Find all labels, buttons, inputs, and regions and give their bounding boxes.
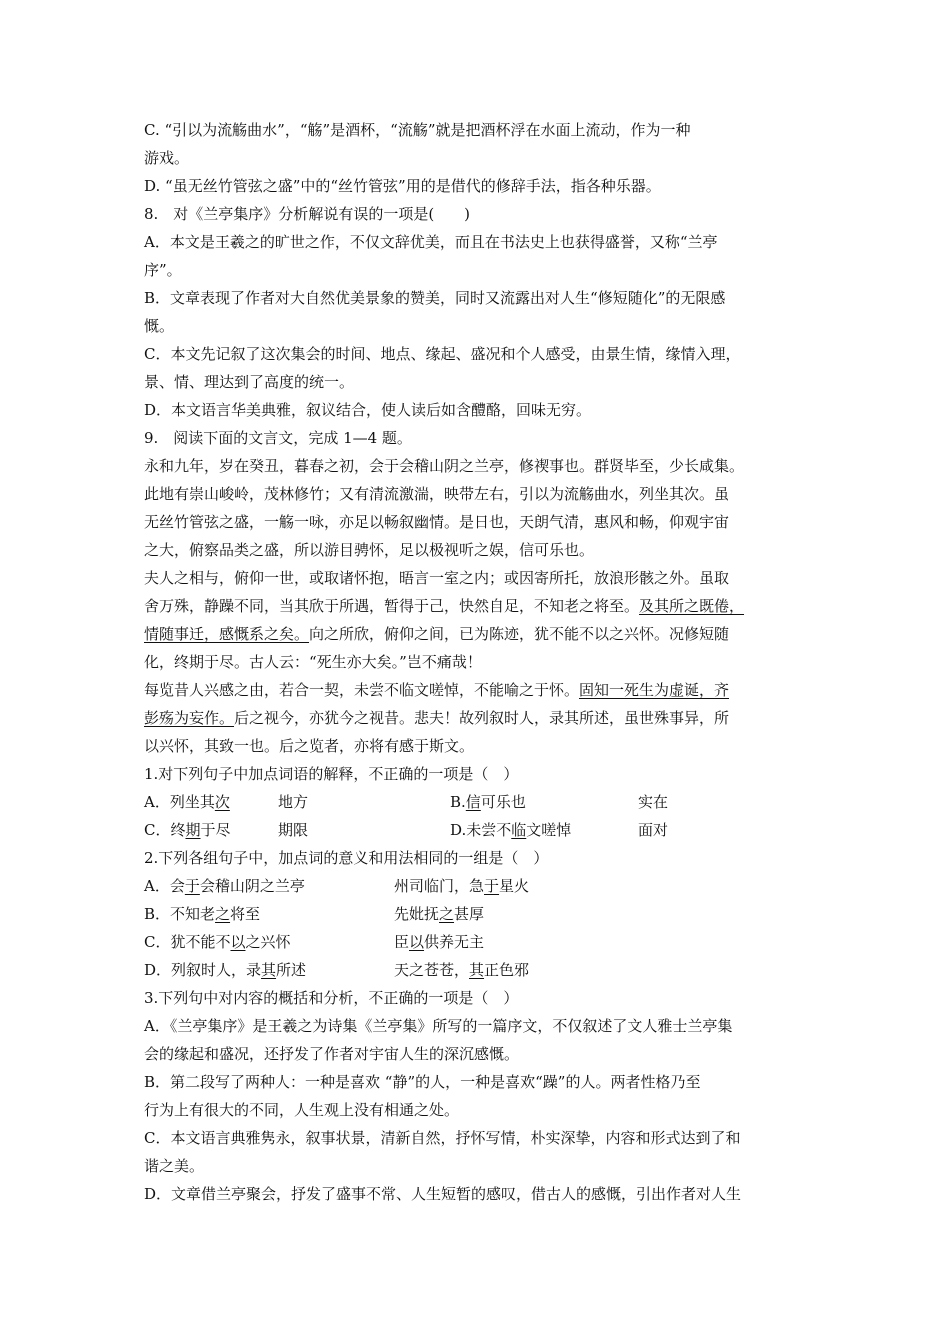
passage-p1-line4: 之大，俯察品类之盛，所以游目骋怀，足以极视听之娱，信可乐也。 <box>144 541 595 559</box>
option-definition: 期限 <box>278 821 309 839</box>
q8-option-a-line2: 序”。 <box>144 261 182 279</box>
q7-option-c-line2: 游戏。 <box>144 149 190 167</box>
sub3-option-a-line2: 会的缘起和盛况，还抒发了作者对宇宙人生的深沉感慨。 <box>144 1045 520 1063</box>
option-sentence: C．终期于尽 <box>144 821 231 839</box>
sub1-row <box>144 788 824 816</box>
passage-p2-line2 <box>144 592 824 620</box>
pair-sentence-b: 州司临门，急于星火 <box>394 877 530 895</box>
q7-option-c-line1: C. “引以为流觞曲水”，“觞”是酒杯，“流觞”就是把酒杯浮在水面上流动，作为一种 <box>144 121 691 139</box>
passage-p2-line4: 化，终期于尽。古人云：“死生亦大矣。”岂不痛哉！ <box>144 653 482 671</box>
passage-text: 后之视今，亦犹今之视昔。悲夫！故列叙时人，录其所述，虽世殊事异，所 <box>234 709 730 727</box>
passage-p2-line1: 夫人之相与，俯仰一世，或取诸怀抱，晤言一室之内；或因寄所托，放浪形骸之外。虽取 <box>144 569 730 587</box>
sub3-option-b-line2: 行为上有很大的不同，人生观上没有相通之处。 <box>144 1101 460 1119</box>
option-definition: 实在 <box>638 793 669 811</box>
q8-option-d: D．本文语言华美典雅，叙议结合，使人读后如含醴酪，回味无穷。 <box>144 401 592 419</box>
q8-option-a-line1: A．本文是王羲之的旷世之作，不仅文辞优美，而且在书法史上也获得盛誉，又称“兰亭 <box>144 233 718 251</box>
q7-option-d: D. “虽无丝竹管弦之盛”中的“丝竹管弦”用的是借代的修辞手法，指各种乐器。 <box>144 177 661 195</box>
sub2-row <box>144 900 824 928</box>
sub3-stem: 3.下列句中对内容的概括和分析，不正确的一项是（ ） <box>144 989 519 1007</box>
option-sentence: B.信可乐也 <box>450 793 526 811</box>
pair-sentence-b: 臣以供养无主 <box>394 933 485 951</box>
sub3-option-d-line1: D．文章借兰亭聚会，抒发了盛事不常、人生短暂的感叹，借古人的感慨，引出作者对人生 <box>144 1185 742 1203</box>
option-definition: 地方 <box>278 793 309 811</box>
sub3-option-c-line2: 谐之美。 <box>144 1157 205 1175</box>
passage-p3-line2 <box>144 704 824 732</box>
q8-option-b-line1: B．文章表现了作者对大自然优美景象的赞美，同时又流露出对人生“修短随化”的无限感 <box>144 289 726 307</box>
passage-p3-line3: 以兴怀，其致一也。后之览者，亦将有感于斯文。 <box>144 737 475 755</box>
underlined-sentence: 及其所之既倦， <box>639 597 745 615</box>
pair-sentence-a: C．犹不能不以之兴怀 <box>144 933 291 951</box>
option-sentence: A．列坐其次 <box>144 793 230 811</box>
pair-sentence-b: 先妣抚之甚厚 <box>394 905 485 923</box>
sub2-row <box>144 872 824 900</box>
q9-stem: 9. 阅读下面的文言文，完成 1—4 题。 <box>144 429 412 447</box>
passage-p1-line3: 无丝竹管弦之盛，一觞一咏，亦足以畅叙幽情。是日也，天朗气清，惠风和畅，仰观宇宙 <box>144 513 730 531</box>
sub3-option-c-line1: C．本文语言典雅隽永，叙事状景，清新自然，抒怀写情，朴实深挚，内容和形式达到了和 <box>144 1129 741 1147</box>
sub2-stem: 2.下列各组句子中，加点词的意义和用法相同的一组是（ ） <box>144 849 549 867</box>
passage-p2-line3 <box>144 620 824 648</box>
sub2-row <box>144 928 824 956</box>
sub1-row <box>144 816 824 844</box>
pair-sentence-b: 天之苍苍，其正色邪 <box>394 961 530 979</box>
option-sentence: D.未尝不临文嗟悼 <box>450 821 572 839</box>
sub2-row <box>144 956 824 984</box>
passage-p1-line2: 此地有崇山峻岭，茂林修竹；又有清流激湍，映带左右，引以为流觞曲水，列坐其次。虽 <box>144 485 730 503</box>
sub3-option-b-line1: B．第二段写了两种人：一种是喜欢 “静”的人，一种是喜欢“躁”的人。两者性格乃至 <box>144 1073 701 1091</box>
passage-text: 向之所欣，俯仰之间，已为陈迹，犹不能不以之兴怀。况修短随 <box>309 625 730 643</box>
passage-text: 每览昔人兴感之由，若合一契，未尝不临文嗟悼，不能喻之于怀。 <box>144 681 580 699</box>
underlined-sentence: 彭殇为妄作。 <box>144 709 235 727</box>
document-page <box>144 116 824 1208</box>
option-definition: 面对 <box>638 821 669 839</box>
underlined-sentence: 固知一死生为虚诞，齐 <box>579 681 730 699</box>
q8-stem: 8. 对《兰亭集序》分析解说有误的一项是( ) <box>144 205 471 223</box>
passage-p1-line1: 永和九年，岁在癸丑，暮春之初，会于会稽山阴之兰亭，修禊事也。群贤毕至，少长咸集。 <box>144 457 745 475</box>
pair-sentence-a: D．列叙时人，录其所述 <box>144 961 307 979</box>
q8-option-c-line1: C．本文先记叙了这次集会的时间、地点、缘起、盛况和个人感受，由景生情，缘情入理， <box>144 345 741 363</box>
q8-option-c-line2: 景、情、理达到了高度的统一。 <box>144 373 355 391</box>
passage-text: 舍万殊，静躁不同，当其欣于所遇，暂得于己，快然自足，不知老之将至。 <box>144 597 640 615</box>
pair-sentence-a: A．会于会稽山阴之兰亭 <box>144 877 305 895</box>
pair-sentence-a: B．不知老之将至 <box>144 905 261 923</box>
sub1-stem: 1.对下列句子中加点词语的解释，不正确的一项是（ ） <box>144 765 519 783</box>
underlined-sentence: 情随事迁，感慨系之矣。 <box>144 625 310 643</box>
q8-option-b-line2: 慨。 <box>144 317 175 335</box>
passage-p3-line1 <box>144 676 824 704</box>
sub3-option-a-line1: A．《兰亭集序》是王羲之为诗集《兰亭集》所写的一篇序文，不仅叙述了文人雅士兰亭集 <box>144 1017 733 1035</box>
